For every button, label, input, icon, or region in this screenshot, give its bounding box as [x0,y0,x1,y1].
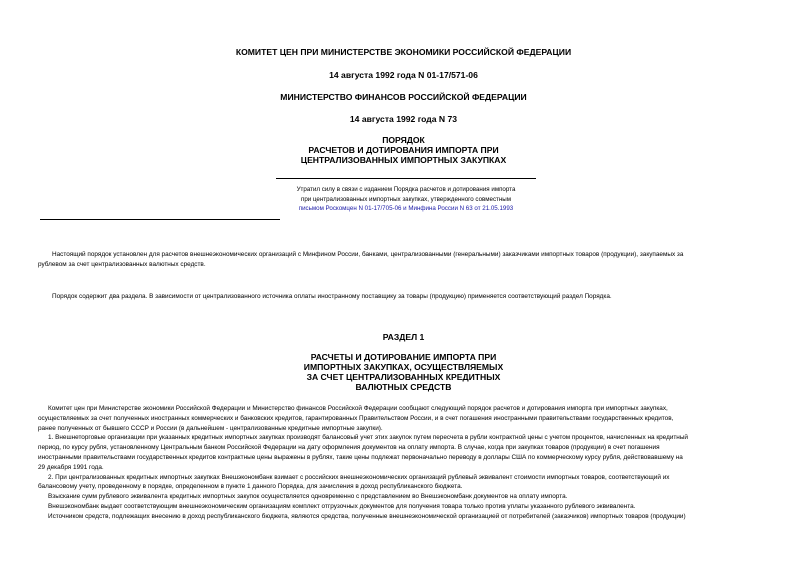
body-text [38,404,769,522]
paragraph-line: Источником средств, подлежащих внесению в доход республиканского бюджета, являются средства, полученные внешнеэкономической организацией от потребителей (заказчиков) импортных товаров (продукции) [48,512,686,520]
intro-paragraph: Порядок содержит два раздела. В зависимости от централизованного источника оплаты иностранному поставщику за товары (продукцию) применяется соответствующий раздел Порядка. [52,293,612,300]
section-title [0,352,807,392]
title-line: ПОРЯДОК [382,135,425,145]
section-title-line: ВАЛЮТНЫХ СРЕДСТВ [355,382,452,392]
section-title-line: РАСЧЕТЫ И ДОТИРОВАНИЕ ИМПОРТА ПРИ [310,352,497,362]
paragraph-line: период, по курсу рубля, установленному Центральным банком Российской Федерации на дату оформления документов на оплату импорта. В случае, когда при закупках товаров (продукции) в счет погашения [38,444,660,452]
paragraph-line: Взыскание сумм рублевого эквивалента кредитных импортных закупок осуществляется одновременно с представлением во Внешэкономбанк документов на оплату импорта. [48,493,568,501]
paragraph-line: 1. Внешнеторговые организации при указанных кредитных импортных закупках производят балансовый учет этих закупок путем пересчета в рубли контрактной цены с учетом процентов, начисленных на кредитный [48,434,689,442]
section-heading: РАЗДЕЛ 1 [382,332,425,342]
paragraph-line: Внешэкономбанк выдает соответствующим внешнеэкономическим организациям комплект отгрузочных документов для получения товара только против уплаты указанного рублевого эквивалента. [48,502,636,510]
intro-paragraph [38,250,769,270]
paragraph-line: ранее полученных от бывшего СССР и России (в дальнейшем - централизованные кредитные импортные закупки). [38,424,383,432]
status-note-line: при централизованных импортных закупках, утвержденного совместным [300,195,511,203]
ministry-date: 14 августа 1992 года N 73 [349,114,458,124]
title-line: ЦЕНТРАЛИЗОВАННЫХ ИМПОРТНЫХ ЗАКУПКАХ [300,155,507,165]
paragraph-line: балансовому учету, проведенному в порядке, определенном в пункте 1 данного Порядка, для зачисления в доход республиканского бюджета. [38,483,463,491]
section-title-line: ИМПОРТНЫХ ЗАКУПКАХ, ОСУЩЕСТВЛЯЕМЫХ [303,362,504,372]
status-note-line: Утратил силу в связи с изданием Порядка расчетов и дотирования импорта [296,186,516,193]
divider [40,219,280,220]
status-note [276,178,536,214]
paragraph-line: Настоящий порядок установлен для расчетов внешнеэкономических организаций с Минфином России, банками, централизованными (генеральными) заказчиками импортных товаров (продукции), закупаемых за [52,251,684,258]
section-title-line: ЗА СЧЕТ ЦЕНТРАЛИЗОВАННЫХ КРЕДИТНЫХ [306,372,501,382]
committee-date: 14 августа 1992 года N 01-17/571-06 [329,70,478,80]
paragraph-line: рублевом за счет централизованных валютных средств. [38,260,206,268]
committee-heading: КОМИТЕТ ЦЕН ПРИ МИНИСТЕРСТВЕ ЭКОНОМИКИ РОССИЙСКОЙ ФЕДЕРАЦИИ [235,47,572,57]
status-note-link[interactable]: письмом Роскомцен N 01-17/705-06 и Минфина России N 63 от 21.05.1993 [298,205,514,212]
title-line: РАСЧЕТОВ И ДОТИРОВАНИЯ ИМПОРТА ПРИ [308,145,499,155]
document-title [0,135,807,165]
paragraph-line: 2. При централизованных кредитных импортных закупках Внешэкономбанк взимает с российских внешнеэкономических организаций рублевый эквивалент стоимости импортных товаров, соответствующий их [48,473,670,481]
paragraph-line: осуществляемых за счет полученных иностранных коммерческих и банковских кредитов, гарантированных Правительством России, и в счет погашения иностранными правительствами государственных кредитов, [38,414,674,422]
paragraph-line: иностранными правительствами государственных кредитов контрактные цены выражены в рублях, такие цены подлежат первоначально переводу в доллары США по коммерческому курсу рубля, действовавшему на [38,453,683,461]
paragraph-line: 29 декабря 1991 года. [38,463,104,471]
paragraph-line: Комитет цен при Министерстве экономики Российской Федерации и Министерство финансов Российской Федерации сообщают следующий порядок расчетов и дотирования импорта при импортных закупках, [48,405,668,412]
ministry-heading: МИНИСТЕРСТВО ФИНАНСОВ РОССИЙСКОЙ ФЕДЕРАЦИИ [280,92,527,102]
